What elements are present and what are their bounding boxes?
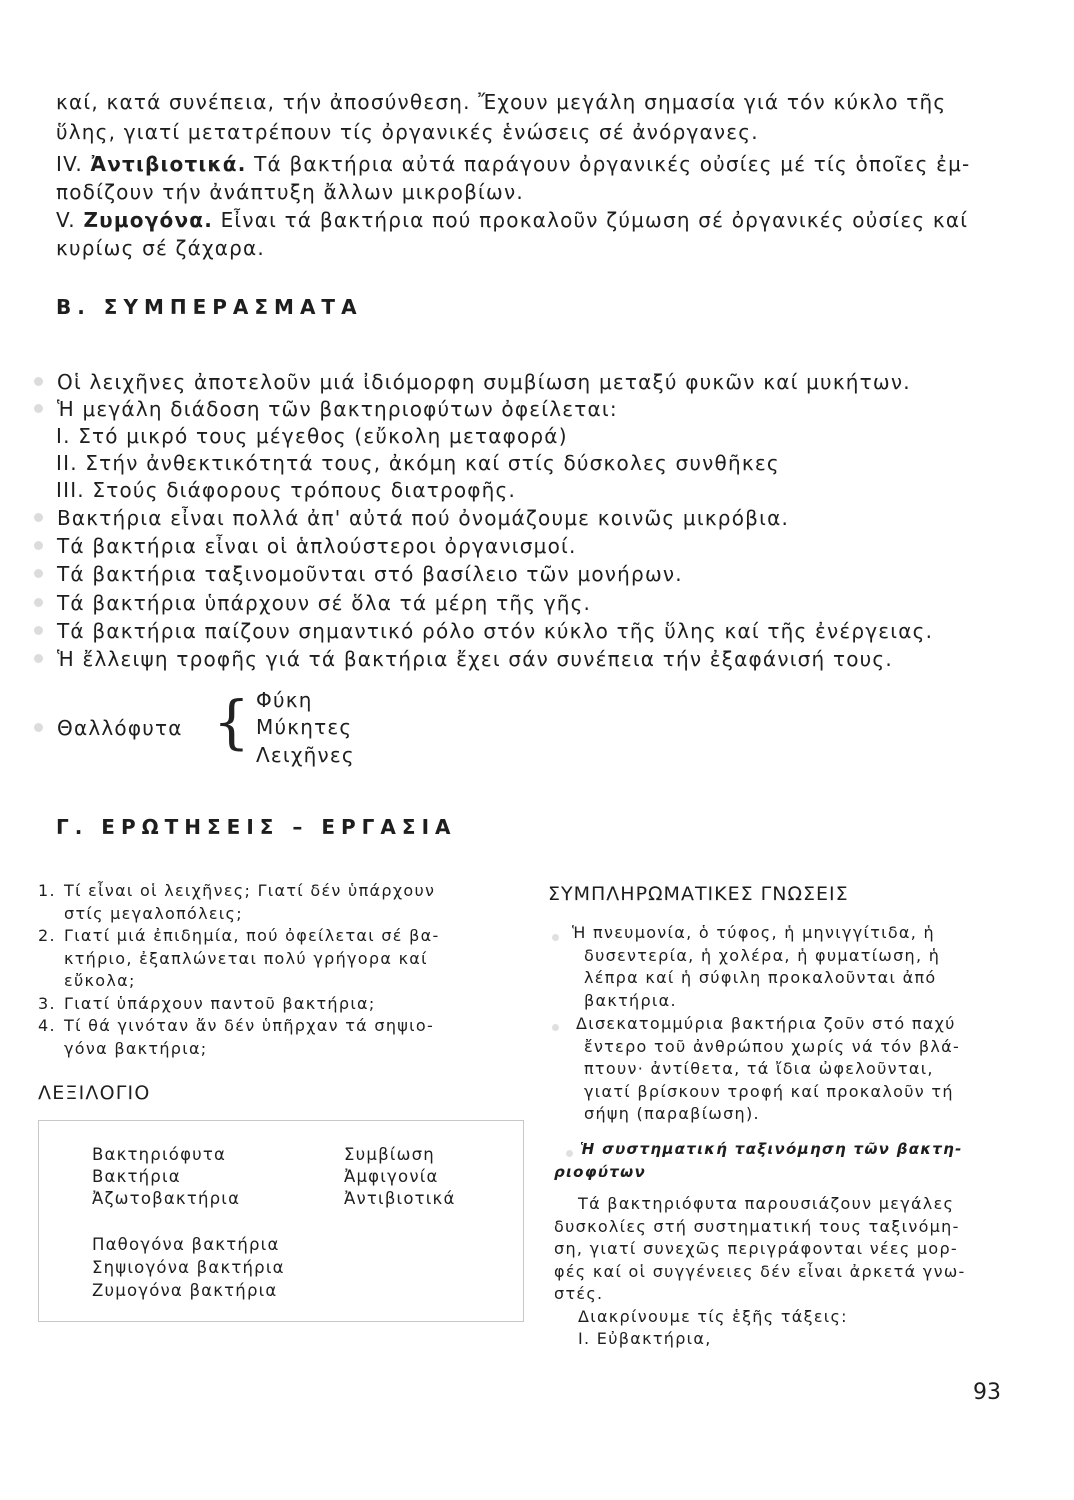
section-b-title: Β. ΣΥΜΠΕΡΑΣΜΑΤΑ bbox=[56, 295, 363, 319]
conclusion-item: Ἡ ἔλλειψη τροφῆς γιά τά βακτήρια ἔχει σάν συνέπεια τήν ἐξαφάνισή τους. bbox=[34, 647, 893, 671]
page-number: 93 bbox=[973, 1380, 1001, 1405]
vocab-term: Ἀμφιγονία bbox=[344, 1167, 439, 1186]
bullet-icon bbox=[34, 569, 43, 578]
question-2: 2. Γιατί μιά ἐπιδημία, πού ὀφείλεται σέ βα- bbox=[38, 926, 440, 945]
questions-list bbox=[38, 880, 528, 1060]
supplementary-title: ΣΥΜΠΛΗΡΩΜΑΤΙΚΕΣ ΓΝΩΣΕΙΣ bbox=[548, 883, 849, 905]
thallophyta-group: Φύκη bbox=[256, 688, 313, 712]
text-line: πτουν· ἀντίθετα, τά ἴδια ὠφελοῦνται, bbox=[584, 1059, 934, 1078]
bullet-icon bbox=[552, 1024, 559, 1031]
intro-item-iv bbox=[56, 152, 970, 176]
text-line: λέπρα καί ἡ σύφιλη προκαλοῦνται ἀπό bbox=[584, 968, 937, 987]
text-line: φές καί οἱ συγγένειες δέν εἶναι ἀρκετά γνω- bbox=[554, 1261, 966, 1281]
thallophyta-group: Λειχῆνες bbox=[256, 743, 355, 767]
text-line: I. Εὐβακτήρια, bbox=[578, 1329, 712, 1348]
vocab-term: Παθογόνα βακτήρια bbox=[92, 1235, 280, 1254]
bullet-icon bbox=[34, 598, 43, 607]
bullet-icon bbox=[34, 723, 43, 732]
bullet-icon bbox=[34, 513, 43, 522]
thallophyta-label: Θαλλόφυτα bbox=[34, 716, 183, 740]
text-line: Τά βακτηριόφυτα παρουσιάζουν μεγάλες bbox=[578, 1194, 955, 1213]
question-1: 1. Τί εἶναι οἱ λειχῆνες; Γιατί δέν ὑπάρχουν bbox=[38, 881, 436, 900]
vocab-term: Βακτήρια bbox=[92, 1167, 181, 1186]
conclusion-subitem: I. Στό μικρό τους μέγεθος (εὔκολη μεταφορά) bbox=[56, 424, 568, 448]
text-line: ριοφύτων bbox=[554, 1162, 646, 1181]
item-iv-term: Ἀντιβιοτικά. bbox=[90, 152, 247, 176]
intro-item-v-line2: κυρίως σέ ζάχαρα. bbox=[56, 236, 265, 260]
text-line: Δισεκατομμύρια βακτήρια ζοῦν στό παχύ bbox=[576, 1014, 956, 1033]
vocab-term: Ἀζωτοβακτήρια bbox=[92, 1189, 241, 1208]
item-iv-text: Τά βακτήρια αὐτά παράγουν ὀργανικές οὐσίες μέ τίς ὁποῖες ἐμ- bbox=[254, 152, 971, 176]
question-4: 4. Τί θά γινόταν ἄν δέν ὑπῆρχαν τά σηψιο- bbox=[38, 1016, 435, 1035]
vocab-term: Σηψιογόνα βακτήρια bbox=[92, 1258, 285, 1277]
bullet-icon bbox=[34, 541, 43, 550]
section-c-title: Γ. ΕΡΩΤΗΣΕΙΣ – ΕΡΓΑΣΙΑ bbox=[56, 815, 457, 839]
conclusion-subitem: III. Στούς διάφορους τρόπους διατροφῆς. bbox=[56, 478, 517, 502]
text-line: στές. bbox=[554, 1284, 604, 1303]
conclusion-item: Τά βακτήρια ὑπάρχουν σέ ὅλα τά μέρη τῆς γῆς. bbox=[34, 591, 591, 615]
vocab-term: Ἀντιβιοτικά bbox=[344, 1189, 456, 1208]
conclusion-subitem: II. Στήν ἀνθεκτικότητά τους, ἀκόμη καί στίς δύσκολες συνθῆκες bbox=[56, 451, 780, 475]
question-4-cont: γόνα βακτήρια; bbox=[64, 1038, 208, 1058]
vocabulary-title: ΛΕΞΙΛΟΓΙΟ bbox=[38, 1082, 151, 1104]
question-2-cont: κτήριο, ἐξαπλώνεται πολύ γρήγορα καί bbox=[64, 948, 428, 968]
conclusion-item: Βακτήρια εἶναι πολλά ἀπ' αὐτά πού ὀνομάζουμε κοινῶς μικρόβια. bbox=[34, 506, 789, 530]
text-line: δυσεντερία, ἡ χολέρα, ἡ φυματίωση, ἡ bbox=[584, 945, 941, 965]
bullet-icon bbox=[34, 626, 43, 635]
bullet-icon bbox=[34, 404, 43, 413]
text-line: ση, γιατί συνεχῶς περιγράφονται νέες μορ- bbox=[554, 1239, 959, 1258]
question-3: 3. Γιατί ὑπάρχουν παντοῦ βακτήρια; bbox=[38, 993, 376, 1013]
supplementary-paragraph-1 bbox=[572, 922, 1012, 1012]
item-v-term: Ζυμογόνα. bbox=[83, 208, 214, 232]
item-v-number: V. bbox=[56, 208, 76, 232]
text-line: Διακρίνουμε τίς ἑξῆς τάξεις: bbox=[578, 1306, 848, 1326]
bullet-icon bbox=[34, 377, 43, 386]
text-line: σήψη (παραβίωση). bbox=[584, 1104, 760, 1123]
item-v-text: Εἶναι τά βακτήρια πού προκαλοῦν ζύμωση σέ ὀργανικές οὐσίες καί bbox=[220, 208, 969, 232]
text-line: ἔντερο τοῦ ἀνθρώπου χωρίς νά τόν βλά- bbox=[584, 1036, 961, 1056]
conclusion-item: Οἱ λειχῆνες ἀποτελοῦν μιά ἰδιόμορφη συμβίωση μεταξύ φυκῶν καί μυκήτων. bbox=[34, 370, 911, 394]
question-2-cont: εὔκολα; bbox=[64, 971, 136, 990]
text-line: βακτήρια. bbox=[584, 990, 677, 1010]
supplementary-paragraph-3 bbox=[554, 1193, 1014, 1351]
question-1-cont: στίς μεγαλοπόλεις; bbox=[64, 903, 243, 923]
conclusion-item: Τά βακτήρια παίζουν σημαντικό ρόλο στόν κύκλο τῆς ὕλης καί τῆς ἐνέργειας. bbox=[34, 619, 933, 643]
intro-item-iv-line2: ποδίζουν τήν ἀνάπτυξη ἄλλων μικροβίων. bbox=[56, 180, 524, 204]
intro-item-v bbox=[56, 208, 968, 232]
supplementary-subheading bbox=[554, 1138, 1014, 1183]
intro-line-1: καί, κατά συνέπεια, τήν ἀποσύνθεση. Ἔχουν μεγάλη σημασία γιά τόν κύκλο τῆς bbox=[56, 90, 947, 114]
bullet-icon bbox=[34, 654, 43, 663]
text-line: Ἡ συστηματική ταξινόμηση τῶν βακτη- bbox=[580, 1140, 963, 1158]
conclusion-item: Ἡ μεγάλη διάδοση τῶν βακτηριοφύτων ὀφείλεται: bbox=[34, 397, 618, 421]
brace-icon: { bbox=[213, 688, 250, 756]
item-iv-number: IV. bbox=[56, 152, 83, 176]
conclusion-item: Τά βακτήρια εἶναι οἱ ἁπλούστεροι ὀργανισμοί. bbox=[34, 534, 577, 558]
text-line: Ἡ πνευμονία, ὁ τύφος, ἡ μηνιγγίτιδα, ἡ bbox=[572, 923, 935, 942]
intro-line-2: ὕλης, γιατί μετατρέπουν τίς ὀργανικές ἑνώσεις σέ ἀνόργανες. bbox=[56, 120, 759, 144]
text-line: δυσκολίες στή συστηματική τους ταξινόμη- bbox=[554, 1216, 960, 1236]
vocab-term: Ζυμογόνα βακτήρια bbox=[92, 1281, 278, 1300]
vocab-term: Βακτηριόφυτα bbox=[92, 1145, 227, 1164]
supplementary-paragraph-2 bbox=[576, 1013, 1016, 1126]
bullet-icon bbox=[552, 934, 559, 941]
thallophyta-group: Μύκητες bbox=[256, 715, 353, 739]
vocab-term: Συμβίωση bbox=[344, 1145, 435, 1164]
text-line: γιατί βρίσκουν τροφή καί προκαλοῦν τή bbox=[584, 1081, 954, 1101]
conclusion-item: Τά βακτήρια ταξινομοῦνται στό βασίλειο τῶν μονήρων. bbox=[34, 562, 683, 586]
